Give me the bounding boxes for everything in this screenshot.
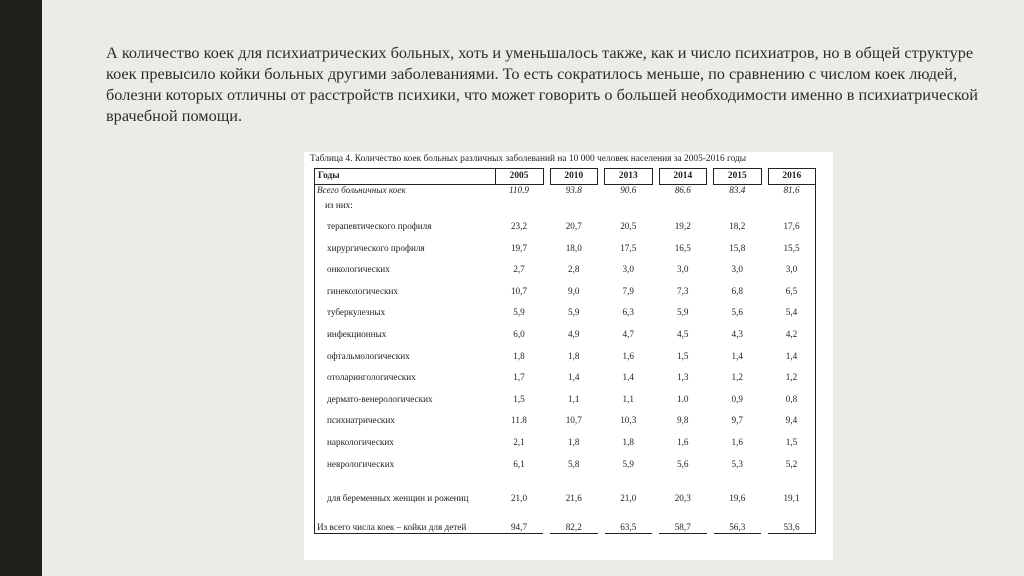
value-cell: 21,0 (620, 492, 637, 503)
table-row (315, 340, 816, 362)
value-cell: 1,5 (513, 393, 525, 404)
beds-table (314, 168, 816, 534)
value-cell: 4,2 (768, 318, 816, 340)
value-cell: 1,2 (768, 362, 816, 384)
value-cell (659, 199, 707, 211)
value-cell: 5,9 (568, 307, 580, 318)
table-caption: Таблица 4. Количество коек больных различных заболеваний на 10 000 человек населения за 2005-2016 годы (310, 154, 747, 164)
table-figure (304, 152, 833, 560)
value-cell: 1,4 (622, 372, 634, 383)
table-row (315, 232, 816, 254)
value-cell: 94,7 (495, 504, 543, 534)
value-cell: 56,3 (714, 504, 762, 534)
value-cell: 11.8 (511, 415, 527, 426)
value-cell: 23,2 (510, 221, 528, 232)
value-cell: 1,8 (568, 437, 580, 448)
value-cell: 5,4 (768, 297, 816, 319)
table-row (315, 275, 816, 297)
value-cell: 1,6 (622, 350, 634, 361)
table-row (315, 254, 816, 276)
table-row (315, 297, 816, 319)
value-cell: 6,5 (768, 275, 816, 297)
row-label: онкологических (315, 254, 496, 276)
value-cell: 5,6 (731, 307, 743, 318)
value-cell: 1,6 (731, 437, 743, 448)
row-label: для беременных женщин и рожениц (315, 470, 496, 504)
header-cell-2014: 2014 (659, 169, 707, 185)
value-cell: 19,2 (674, 221, 691, 232)
row-label: наркологических (315, 426, 496, 448)
value-cell: 16,5 (674, 242, 691, 253)
value-cell: 1,6 (677, 437, 689, 448)
value-cell: 1,7 (513, 372, 525, 383)
row-label: из них: (315, 199, 496, 211)
table-row-pregnant (315, 470, 816, 504)
row-label: офтальмологических (315, 340, 496, 362)
value-cell: 1,4 (731, 350, 743, 361)
table-row-total (315, 185, 816, 199)
value-cell: 20,5 (620, 221, 637, 232)
value-cell: 2,7 (513, 264, 525, 275)
value-cell: 5,2 (768, 448, 816, 470)
value-cell: 6,0 (513, 329, 525, 340)
header-cell-2016: 2016 (768, 169, 816, 185)
value-cell: 1,4 (768, 340, 816, 362)
value-cell: 3,0 (622, 264, 634, 275)
value-cell (550, 199, 598, 211)
value-cell: 63,5 (605, 504, 653, 534)
value-cell: 3,0 (731, 264, 743, 275)
value-cell: 1,8 (513, 350, 525, 361)
header-cell-2013: 2013 (605, 169, 653, 185)
table-row (315, 448, 816, 470)
value-cell: 18,2 (729, 221, 746, 232)
value-cell: 6,3 (622, 307, 634, 318)
value-cell: 1,4 (568, 372, 580, 383)
value-cell: 4,5 (677, 329, 689, 340)
value-cell: 1,1 (622, 393, 634, 404)
slide-side-bar (0, 0, 42, 576)
value-cell (605, 199, 653, 211)
value-cell: 15,5 (768, 232, 816, 254)
row-label: Всего больничных коек (315, 185, 496, 199)
value-cell: 2,8 (568, 264, 580, 275)
value-cell: 15,8 (729, 242, 746, 253)
value-cell: 4,9 (568, 329, 580, 340)
header-cell-years: Годы (315, 169, 496, 185)
header-cell-2015: 2015 (714, 169, 762, 185)
row-label: дермато-венерологических (315, 383, 496, 405)
value-cell: 1.0 (677, 393, 689, 404)
table-row (315, 211, 816, 233)
value-cell: 3,0 (677, 264, 689, 275)
value-cell: 1,8 (622, 437, 634, 448)
value-cell: 10,7 (565, 415, 582, 426)
value-cell: 7,3 (677, 285, 689, 296)
value-cell: 2,1 (513, 437, 525, 448)
table-row (315, 383, 816, 405)
value-cell: 19,1 (768, 470, 816, 504)
table-body (315, 185, 816, 534)
header-cell-2010: 2010 (550, 169, 598, 185)
value-cell: 86.6 (674, 185, 691, 195)
value-cell: 20,7 (565, 221, 582, 232)
value-cell: 1,8 (568, 350, 580, 361)
row-label: гинекологических (315, 275, 496, 297)
value-cell: 4,3 (731, 329, 743, 340)
row-label: терапевтического профиля (315, 211, 496, 233)
value-cell: 19,6 (729, 492, 746, 503)
value-cell: 1,3 (677, 372, 689, 383)
row-label: неврологических (315, 448, 496, 470)
table-row (315, 362, 816, 384)
row-label: Из всего числа коек – койки для детей (315, 504, 496, 534)
value-cell: 1,2 (731, 372, 743, 383)
value-cell: 10,3 (620, 415, 637, 426)
value-cell: 110.9 (509, 185, 529, 195)
value-cell: 9,7 (731, 415, 743, 426)
value-cell: 82,2 (550, 504, 598, 534)
table-row-children (315, 504, 816, 534)
table-row-subheading (315, 199, 816, 211)
value-cell: 0,9 (731, 393, 743, 404)
value-cell: 18,0 (565, 242, 582, 253)
value-cell: 5,6 (677, 458, 689, 469)
value-cell: 9,8 (677, 415, 689, 426)
value-cell (495, 199, 543, 211)
table-row (315, 405, 816, 427)
value-cell: 7,9 (622, 285, 634, 296)
value-cell: 10,7 (510, 285, 528, 296)
value-cell: 19,7 (510, 242, 528, 253)
value-cell (768, 199, 816, 211)
table-row (315, 426, 816, 448)
value-cell: 5,8 (568, 458, 580, 469)
value-cell: 21,0 (510, 492, 528, 503)
header-cell-2005: 2005 (495, 169, 543, 185)
row-label: психиатрических (315, 405, 496, 427)
value-cell: 21,6 (565, 492, 582, 503)
row-label: отоларингологических (315, 362, 496, 384)
row-label: инфекционных (315, 318, 496, 340)
value-cell: 6,8 (731, 285, 743, 296)
value-cell: 90.6 (620, 185, 637, 195)
value-cell: 93.8 (565, 185, 582, 195)
value-cell: 20,3 (674, 492, 691, 503)
value-cell: 5,9 (622, 458, 634, 469)
table-row (315, 318, 816, 340)
row-label: туберкулезных (315, 297, 496, 319)
value-cell: 53,6 (768, 504, 816, 534)
value-cell: 81.6 (768, 185, 816, 199)
table-header-row (315, 169, 816, 185)
value-cell (714, 199, 762, 211)
value-cell: 5,9 (513, 307, 525, 318)
row-label: хирургического профиля (315, 232, 496, 254)
value-cell: 9,4 (768, 405, 816, 427)
value-cell: 1,5 (677, 350, 689, 361)
value-cell: 58,7 (659, 504, 707, 534)
value-cell: 1,1 (568, 393, 580, 404)
value-cell: 5,9 (677, 307, 689, 318)
value-cell: 6,1 (513, 458, 525, 469)
value-cell: 5,3 (731, 458, 743, 469)
value-cell: 1,5 (768, 426, 816, 448)
value-cell: 17,6 (768, 211, 816, 233)
value-cell: 83.4 (729, 185, 746, 195)
value-cell: 0,8 (768, 383, 816, 405)
value-cell: 3,0 (768, 254, 816, 276)
slide-paragraph: А количество коек для психиатрических больных, хоть и уменьшалось также, как и число психиатров, но в общей структуре коек превысило койки больных другими заболеваниями. То есть сократилось меньше, по сравнению с числом коек людей, болезни которых отличны от расстройств психики, что может говорить о большей необходимости именно в психиатрической врачебной помощи. (106, 43, 978, 125)
value-cell: 4,7 (622, 329, 634, 340)
value-cell: 9,0 (568, 285, 580, 296)
value-cell: 17,5 (620, 242, 637, 253)
